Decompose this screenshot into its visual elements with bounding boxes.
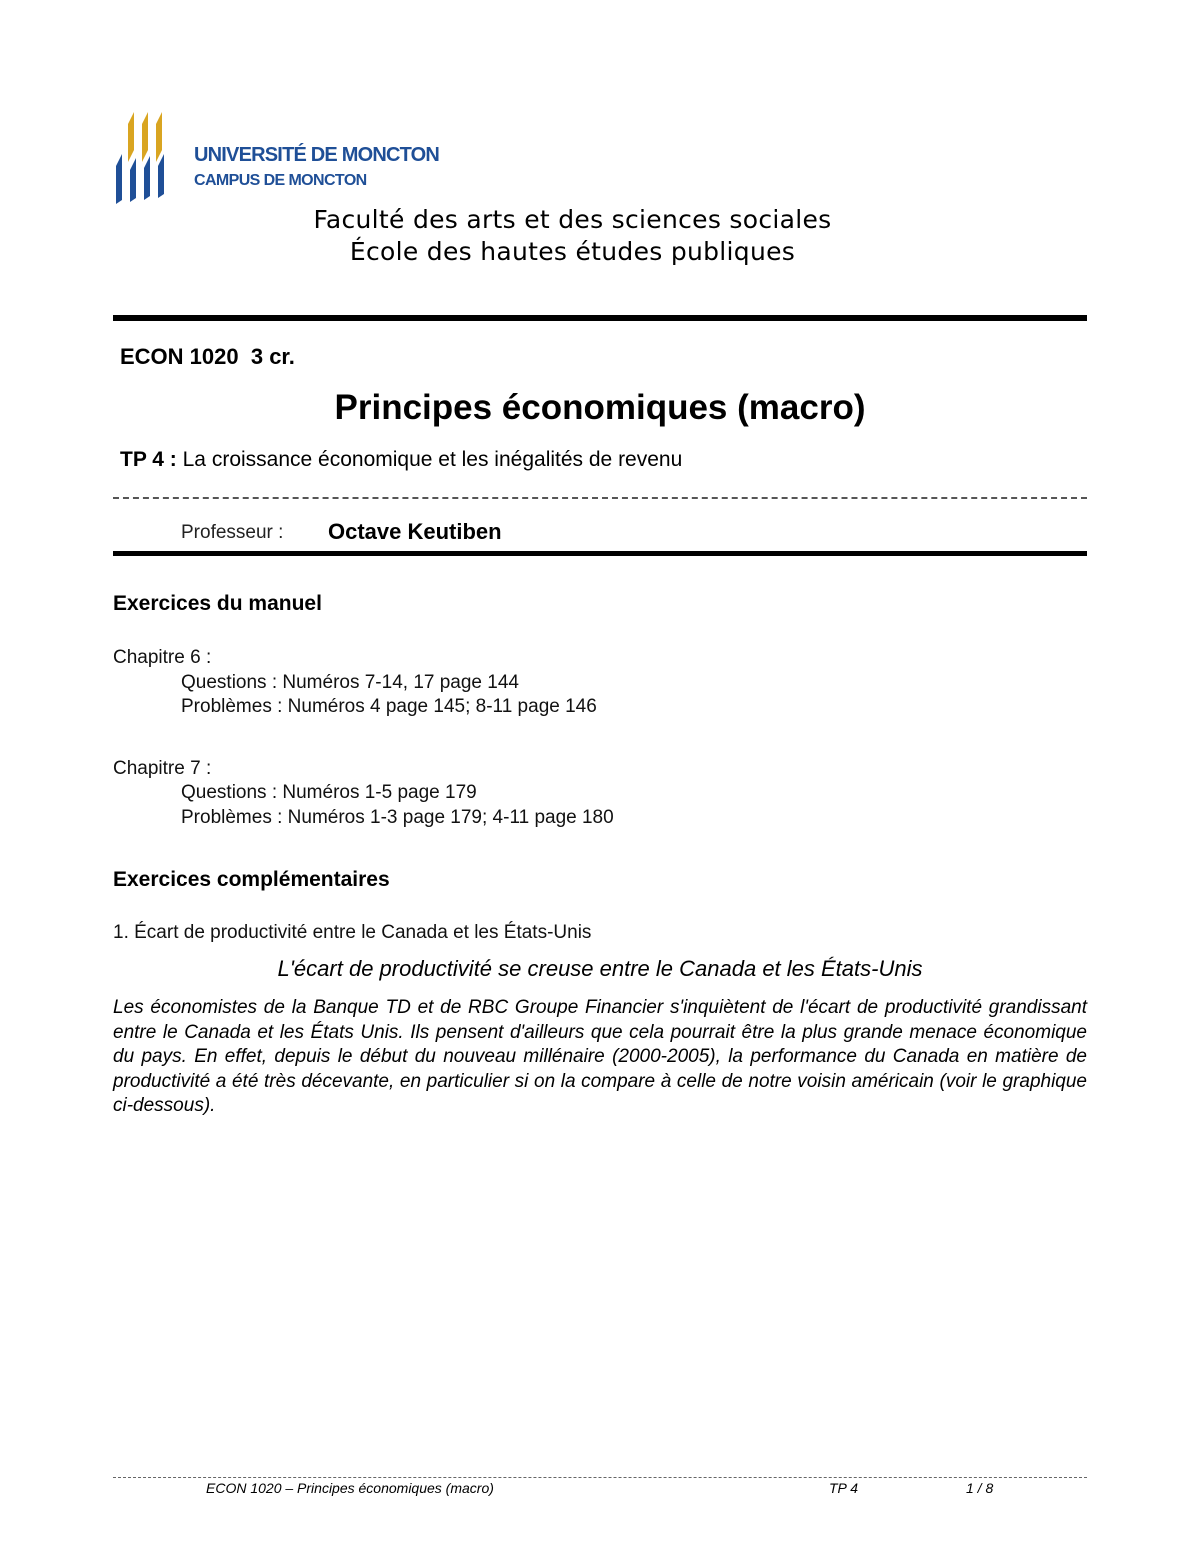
faculty-name: Faculté des arts et des sciences sociales	[313, 205, 832, 234]
chapter-title: Chapitre 7 :	[113, 758, 212, 779]
dashed-divider	[113, 497, 1087, 499]
assignment-label: TP 4 :	[120, 448, 177, 471]
footer-divider	[113, 1477, 1087, 1478]
assignment-title: La croissance économique et les inégalités de revenu	[176, 448, 683, 471]
complementary-exercises-heading: Exercices complémentaires	[113, 868, 390, 891]
header-divider	[113, 315, 1087, 321]
chapter-questions: Questions : Numéros 1-5 page 179	[181, 782, 477, 803]
professor-divider	[113, 551, 1087, 556]
professor-label: Professeur :	[181, 522, 284, 543]
logo-campus-name: CAMPUS DE MONCTON	[194, 172, 367, 189]
article-title: L'écart de productivité se creuse entre le Canada et les États-Unis	[277, 956, 923, 981]
school-name: École des hautes études publiques	[349, 237, 796, 266]
logo-university-name: UNIVERSITÉ DE MONCTON	[194, 144, 440, 166]
course-title: Principes économiques (macro)	[334, 388, 866, 427]
course-code: ECON 1020 3 cr.	[120, 344, 295, 369]
manual-exercises-heading: Exercices du manuel	[113, 592, 322, 615]
chapter-problems: Problèmes : Numéros 4 page 145; 8-11 page 146	[181, 696, 597, 717]
university-emblem-icon	[112, 110, 182, 206]
article-body: Les économistes de la Banque TD et de RBC Groupe Financier s'inquiètent de l'écart de productivité grandissant entre le Canada et les États Unis. Ils pensent d'ailleurs que cela pourrait être la plus grande menace économique du pays. En effet, depuis le début du nouveau millénaire (2000-2005), la performance du Canada en matière de productivité a été très décevante, en particulier si on la compare à celle de notre voisin américain (voir le graphique ci-dessous).	[113, 997, 1087, 1117]
footer-course: ECON 1020 – Principes économiques (macro)	[206, 1480, 494, 1496]
footer-assignment: TP 4	[829, 1480, 859, 1496]
footer-page-number: 1 / 8	[966, 1480, 994, 1496]
chapter-title: Chapitre 6 :	[113, 647, 212, 668]
university-logo	[112, 110, 442, 206]
chapter-questions: Questions : Numéros 7-14, 17 page 144	[181, 672, 519, 693]
professor-name: Octave Keutiben	[328, 519, 502, 544]
assignment-line	[120, 448, 682, 472]
chapter-problems: Problèmes : Numéros 1-3 page 179; 4-11 page 180	[181, 807, 614, 828]
exercise-item: 1. Écart de productivité entre le Canada et les États-Unis	[113, 922, 592, 943]
